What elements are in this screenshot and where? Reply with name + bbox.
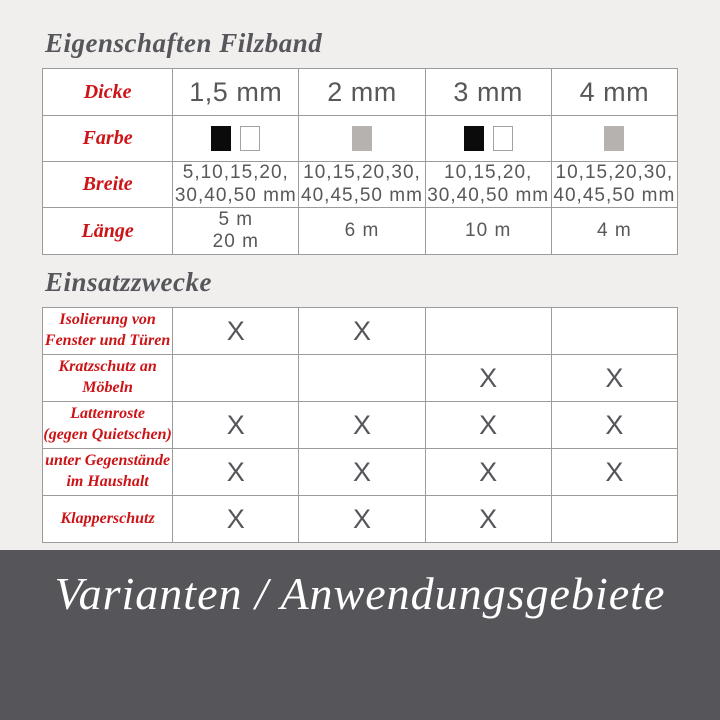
color-swatches (299, 126, 424, 151)
uses-table (42, 307, 678, 543)
col-header-1-5mm: 1,5 mm (173, 69, 299, 116)
mark-cell: X (551, 402, 677, 449)
color-swatches (552, 126, 677, 151)
mark-cell: X (425, 496, 551, 543)
uses-row-isolierung (43, 308, 678, 355)
color-swatches (173, 126, 298, 151)
black-color-swatch (211, 126, 231, 151)
uses-row-kratzschutz (43, 355, 678, 402)
table-row-breite (43, 162, 678, 208)
row-label-laenge: Länge (43, 208, 173, 255)
col-header-4mm: 4 mm (551, 69, 677, 116)
laenge-cell: 4 m (551, 208, 677, 255)
mark-cell: X (425, 402, 551, 449)
breite-cell: 10,15,20,30, 40,45,50 mm (299, 162, 425, 208)
mark-cell (173, 355, 299, 402)
col-header-2mm: 2 mm (299, 69, 425, 116)
row-label-breite: Breite (43, 162, 173, 208)
mark-cell: X (299, 496, 425, 543)
mark-cell: X (299, 449, 425, 496)
banner-title: Varianten / Anwendungsgebiete (54, 568, 666, 619)
mark-cell: X (173, 496, 299, 543)
properties-table (42, 68, 678, 255)
mark-cell: X (425, 449, 551, 496)
uses-row-klapperschutz (43, 496, 678, 543)
table-row-laenge (43, 208, 678, 255)
color-swatch-cell (551, 116, 677, 162)
row-label-farbe: Farbe (43, 116, 173, 162)
black-color-swatch (464, 126, 484, 151)
color-swatches (426, 126, 551, 151)
mark-cell: X (299, 308, 425, 355)
uses-row-label: Kratzschutz an Möbeln (43, 355, 173, 402)
mark-cell: X (173, 402, 299, 449)
mark-cell: X (551, 355, 677, 402)
mark-cell: X (173, 449, 299, 496)
laenge-cell: 10 m (425, 208, 551, 255)
white-color-swatch (493, 126, 513, 151)
breite-cell: 5,10,15,20, 30,40,50 mm (173, 162, 299, 208)
properties-section-title: Eigenschaften Filzband (45, 28, 323, 58)
breite-cell: 10,15,20, 30,40,50 mm (425, 162, 551, 208)
uses-row-label: unter Gegenstände im Haushalt (43, 449, 173, 496)
mark-cell (299, 355, 425, 402)
uses-row-lattenroste (43, 402, 678, 449)
white-color-swatch (240, 126, 260, 151)
mark-cell (551, 308, 677, 355)
table-row-dicke (43, 69, 678, 116)
mark-cell: X (425, 355, 551, 402)
mark-cell: X (299, 402, 425, 449)
mark-cell: X (551, 449, 677, 496)
uses-row-gegenstaende (43, 449, 678, 496)
mark-cell (425, 308, 551, 355)
row-label-dicke: Dicke (43, 69, 173, 116)
breite-cell: 10,15,20,30, 40,45,50 mm (551, 162, 677, 208)
col-header-3mm: 3 mm (425, 69, 551, 116)
bottom-banner (0, 550, 720, 720)
uses-row-label: Isolierung von Fenster und Türen (43, 308, 173, 355)
gray-color-swatch (604, 126, 624, 151)
uses-section-title: Einsatzzwecke (45, 267, 213, 297)
gray-color-swatch (352, 126, 372, 151)
uses-row-label: Lattenroste (gegen Quietschen) (43, 402, 173, 449)
table-row-farbe (43, 116, 678, 162)
color-swatch-cell (173, 116, 299, 162)
uses-row-label: Klapperschutz (43, 496, 173, 543)
laenge-cell: 6 m (299, 208, 425, 255)
color-swatch-cell (425, 116, 551, 162)
color-swatch-cell (299, 116, 425, 162)
mark-cell (551, 496, 677, 543)
mark-cell: X (173, 308, 299, 355)
laenge-cell: 5 m 20 m (173, 208, 299, 255)
